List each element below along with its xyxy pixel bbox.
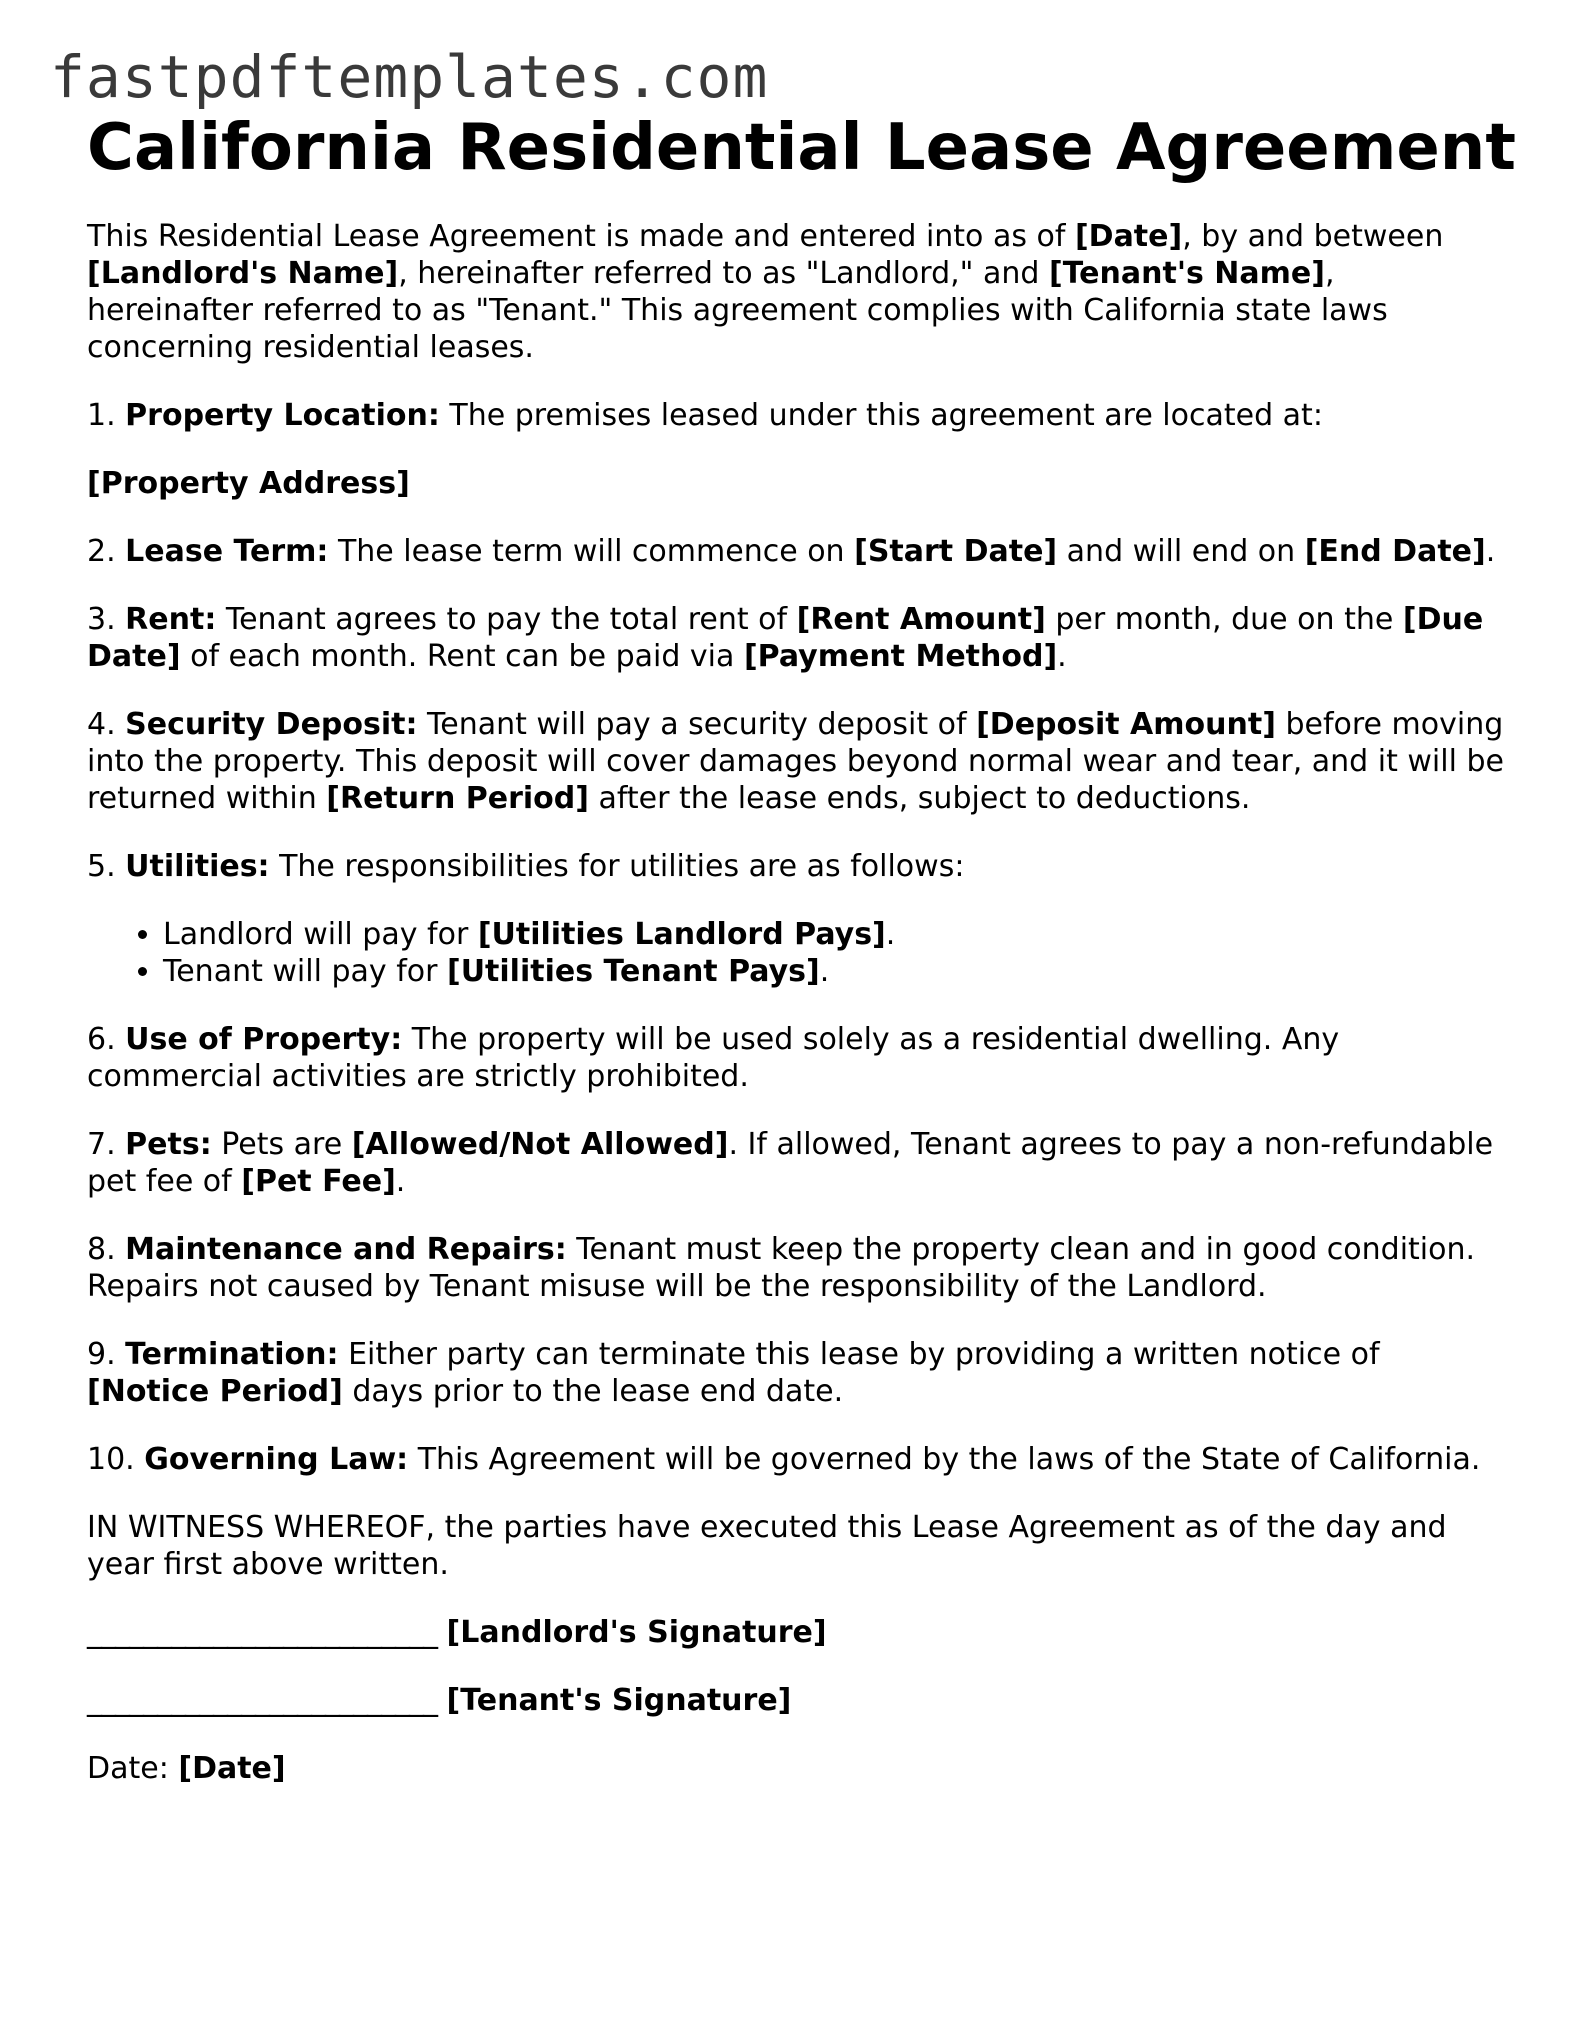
section-heading: Lease Term: [125, 534, 329, 569]
section-heading: Maintenance and Repairs: [125, 1232, 567, 1267]
section-heading: Security Deposit: [125, 707, 418, 742]
payment-method-placeholder: [Payment Method] [743, 639, 1058, 674]
section-pets: 7. Pets: Pets are [Allowed/Not Allowed]. If allowed, Tenant agrees to pay a non-refundable pet fee of [Pet Fee]. [87, 1127, 1494, 1199]
intro-paragraph: This Residential Lease Agreement is made and entered into as of [Date], by and between [Landlord's Name], hereinafter referred to as "Landlord," and [Tenant's Name], hereinafter referred to as "Tenant." This agreement complies with California state laws concerning residential leases. [87, 219, 1444, 365]
start-date-placeholder: [Start Date] [854, 534, 1058, 569]
section-utilities: 5. Utilities: The responsibilities for utilities are as follows: [87, 849, 965, 884]
rent-amount-placeholder: [Rent Amount] [796, 602, 1046, 637]
tenant-signature-label: [Tenant's Signature] [446, 1683, 792, 1718]
property-address-placeholder: [Property Address] [87, 466, 410, 501]
date-placeholder: [Date] [1074, 219, 1183, 254]
section-lease-term: 2. Lease Term: The lease term will commence on [Start Date] and will end on [End Date]. [87, 534, 1496, 569]
section-security-deposit: 4. Security Deposit: Tenant will pay a security deposit of [Deposit Amount] before moving into the property. This deposit will cover damages beyond normal wear and tear, and it will be returned within [Return Period] after the lease ends, subject to deductions. [87, 707, 1504, 816]
section-use-of-property: 6. Use of Property: The property will be used solely as a residential dwelling. Any commercial activities are strictly prohibited. [87, 1022, 1340, 1094]
notice-period-placeholder: [Notice Period] [87, 1374, 343, 1409]
landlord-signature-line [87, 1614, 1507, 1651]
section-maintenance: 8. Maintenance and Repairs: Tenant must keep the property clean and in good condition. Repairs not caused by Tenant misuse will be the responsibility of the Landlord. [87, 1232, 1476, 1304]
landlord-signature-label: [Landlord's Signature] [446, 1615, 827, 1650]
end-date-placeholder: [End Date] [1304, 534, 1486, 569]
section-governing-law: 10. Governing Law: This Agreement will be governed by the laws of the State of California. [87, 1442, 1481, 1477]
document-body [87, 108, 1516, 1818]
pet-fee-placeholder: [Pet Fee] [241, 1164, 396, 1199]
pets-allowed-placeholder: [Allowed/Not Allowed] [351, 1127, 729, 1162]
section-heading: Pets: [125, 1127, 212, 1162]
deposit-amount-placeholder: [Deposit Amount] [976, 707, 1276, 742]
list-item: • Tenant will pay for [Utilities Tenant Pays]. [163, 953, 1507, 990]
witness-paragraph: IN WITNESS WHEREOF, the parties have executed this Lease Agreement as of the day and year first above written. [87, 1510, 1447, 1582]
signature-blank: _________________________ [87, 1615, 437, 1650]
section-heading: Termination: [125, 1337, 339, 1372]
landlord-name-placeholder: [Landlord's Name] [87, 256, 399, 291]
date-line: Date: [Date] [87, 1751, 286, 1786]
agreement-text [87, 218, 1507, 1787]
tenant-signature-line [87, 1682, 1507, 1719]
utilities-list [87, 916, 1507, 990]
section-termination: 9. Termination: Either party can terminate this lease by providing a written notice of [Notice Period] days prior to the lease end date. [87, 1337, 1380, 1409]
watermark-text: fastpdftemplates.com [50, 43, 769, 111]
section-property-location: 1. Property Location: The premises leased under this agreement are located at: [87, 398, 1323, 433]
tenant-name-placeholder: [Tenant's Name] [1048, 256, 1325, 291]
section-heading: Property Location: [125, 398, 440, 433]
list-item: • Landlord will pay for [Utilities Landlord Pays]. [163, 916, 1507, 953]
section-heading: Rent: [125, 602, 217, 637]
section-rent: 3. Rent: Tenant agrees to pay the total rent of [Rent Amount] per month, due on the [Due Date] of each month. Rent can be paid via [Payment Method]. [87, 602, 1484, 674]
document-title: California Residential Lease Agreement [87, 111, 1516, 185]
section-heading: Use of Property: [125, 1022, 403, 1057]
signature-blank: _________________________ [87, 1683, 437, 1718]
due-date-placeholder: [Due Date] [87, 602, 1484, 674]
return-period-placeholder: [Return Period] [326, 781, 589, 816]
date-placeholder: [Date] [178, 1751, 286, 1786]
section-heading: Utilities: [125, 849, 270, 884]
section-heading: Governing Law: [144, 1442, 409, 1477]
